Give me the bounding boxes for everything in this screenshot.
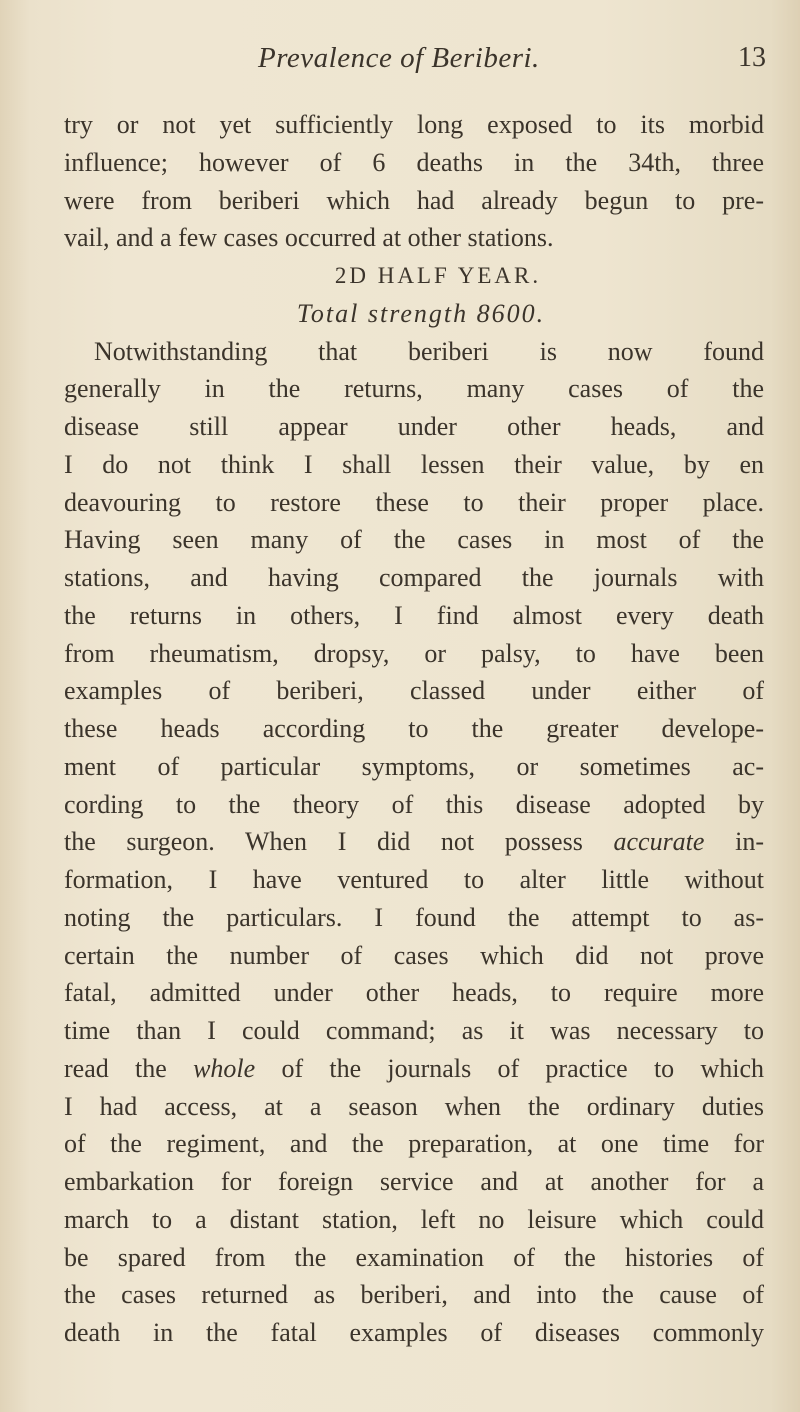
running-title: Prevalence of Beriberi. <box>258 42 540 74</box>
text-line: examples of beriberi, classed under either of <box>64 676 764 706</box>
text-run: read the <box>64 1053 194 1083</box>
text-line: death in the fatal examples of diseases commonly <box>64 1318 764 1347</box>
text-line: ment of particular symptoms, or sometimes ac- <box>64 751 764 781</box>
text-line: cording to the theory of this disease adopted by <box>64 789 764 819</box>
text-run: the surgeon. When I did not possess <box>64 827 614 857</box>
page-number: 13 <box>738 42 766 73</box>
text-line <box>64 1050 764 1088</box>
italic-text-run: whole <box>193 1053 256 1083</box>
text-line: certain the number of cases which did not prove <box>64 940 764 970</box>
section-heading: 2D HALF YEAR. <box>334 263 542 288</box>
text-line <box>64 823 764 861</box>
text-line: vail, and a few cases occurred at other stations. <box>64 223 554 253</box>
text-line: the cases returned as beriberi, and into the cause of <box>64 1280 764 1310</box>
text-run: of the journals of practice to which <box>255 1053 764 1083</box>
italic-text-run: accurate <box>613 827 705 857</box>
text-line: influence; however of 6 deaths in the 34th, three <box>64 147 764 177</box>
text-line: try or not yet sufficiently long exposed to its morbid <box>64 110 764 139</box>
text-line: disease still appear under other heads, and <box>64 412 764 441</box>
section-subheading: Total strength 8600. <box>296 298 546 328</box>
text-line: fatal, admitted under other heads, to require more <box>64 978 764 1008</box>
text-line: of the regiment, and the preparation, at one time for <box>64 1129 764 1159</box>
text-line: formation, I have ventured to alter little without <box>64 865 764 894</box>
text-line: from rheumatism, dropsy, or palsy, to have been <box>64 638 764 668</box>
text-line: these heads according to the greater develope- <box>64 714 764 743</box>
text-line: generally in the returns, many cases of the <box>64 374 764 404</box>
page-header <box>60 42 766 82</box>
text-line: deavouring to restore these to their proper place. <box>64 487 764 517</box>
text-run: in- <box>704 827 764 857</box>
text-line: I do not think I shall lessen their value, by en <box>64 449 764 479</box>
text-line: I had access, at a season when the ordinary duties <box>64 1091 764 1121</box>
text-line: march to a distant station, left no leisure which could <box>64 1204 764 1234</box>
text-line: stations, and having compared the journals with <box>64 563 764 592</box>
body-text <box>64 106 764 1352</box>
text-line: embarkation for foreign service and at another for a <box>64 1167 764 1196</box>
text-line: Notwithstanding that beriberi is now found <box>94 336 764 366</box>
text-line: the returns in others, I find almost every death <box>64 600 764 630</box>
text-line: time than I could command; as it was necessary to <box>64 1016 764 1045</box>
text-line: be spared from the examination of the histories of <box>64 1242 764 1272</box>
text-line: were from beriberi which had already begun to pre- <box>64 185 764 215</box>
text-line: Having seen many of the cases in most of the <box>64 525 764 555</box>
text-line: noting the particulars. I found the attempt to as- <box>64 902 764 932</box>
